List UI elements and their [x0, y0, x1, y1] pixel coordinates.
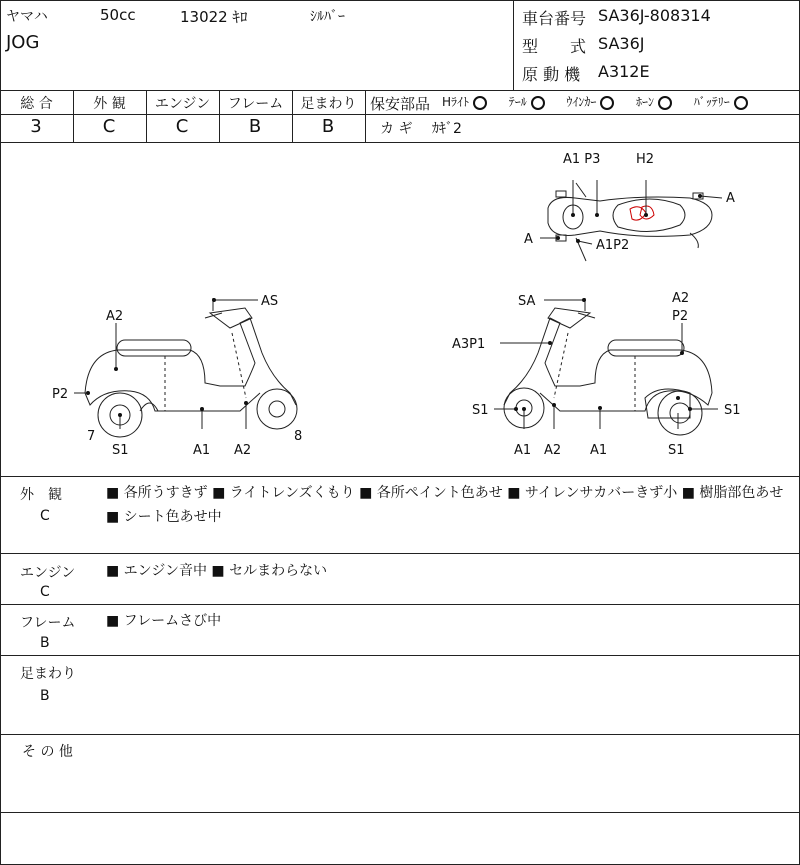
- part-winker: ｳｲﾝｶｰ: [566, 95, 614, 109]
- label-right-a3p1: A3P1: [452, 337, 486, 352]
- grade-header-total: 総 合: [20, 96, 53, 112]
- header-divider: [513, 0, 514, 90]
- grade-header-exterior: 外 観: [93, 96, 126, 112]
- maker: ヤマハ: [6, 9, 48, 25]
- scooter-diagram: [0, 143, 800, 476]
- label-left-p2: P2: [52, 387, 69, 402]
- type-value: SA36J: [598, 34, 645, 53]
- damage-mark-h2: [630, 206, 654, 220]
- label-top-a-right: A: [726, 191, 735, 206]
- label-left-a2-top: A2: [106, 309, 124, 324]
- label-left-as: AS: [261, 294, 279, 309]
- part-horn: ﾎｰﾝ: [636, 95, 672, 109]
- label-right-sa: SA: [518, 294, 536, 309]
- displacement: 50cc: [100, 6, 136, 24]
- header-bottom-line: [0, 90, 800, 91]
- parts-mid-line: [365, 114, 800, 115]
- note-engine-grade: C: [40, 584, 50, 600]
- leader-lines: [74, 180, 722, 429]
- key-label: カ ギ: [380, 121, 413, 137]
- ok-circle-icon: [531, 96, 545, 110]
- part-headlight: Hﾗｲﾄ: [442, 95, 487, 109]
- grade-header-engine: エンジン: [154, 96, 211, 112]
- note-frame-text: ■ フレームさび中: [106, 613, 222, 629]
- label-left-s1: S1: [112, 443, 129, 458]
- label-top-a1p2: A1P2: [596, 238, 630, 253]
- note-frame-label: フレーム: [20, 615, 76, 631]
- engine-label: 原 動 機: [522, 65, 581, 84]
- label-right-a2-top: A2: [672, 291, 690, 306]
- type-label: 型 式: [522, 37, 587, 56]
- grade-engine: C: [175, 116, 189, 137]
- ok-circle-icon: [658, 96, 672, 110]
- label-top-a-left: A: [524, 232, 533, 247]
- label-top-h2: H2: [636, 152, 655, 167]
- note-exterior-text: ■ 各所うすきず ■ ライトレンズくもり ■ 各所ペイント色あせ ■ サイレンサカバーきず小 ■ 樹脂部色あせ ■ シート色あせ中: [106, 485, 784, 525]
- note-other-label: そ の 他: [22, 744, 73, 760]
- note-suspension-label: 足まわり: [20, 666, 76, 682]
- parts-label: 保安部品: [370, 95, 431, 113]
- label-left-8: 8: [294, 429, 303, 444]
- ok-circle-icon: [734, 96, 748, 110]
- frame-no-label: 車台番号: [522, 9, 587, 28]
- label-right-a1: A1: [590, 443, 608, 458]
- grade-frame: B: [248, 116, 262, 137]
- grade-mid-line: [0, 114, 365, 115]
- note-engine-text: ■ エンジン音中 ■ セルまわらない: [106, 563, 328, 579]
- mileage: 13022 ｷﾛ: [180, 8, 248, 26]
- grade-header-suspension: 足まわり: [300, 96, 357, 112]
- grade-suspension: B: [321, 116, 335, 137]
- model-name: JOG: [6, 32, 40, 53]
- note-engine-label: エンジン: [20, 565, 76, 581]
- grade-header-frame: フレーム: [227, 96, 284, 112]
- note-exterior-label: 外 観: [20, 487, 62, 503]
- label-right-a1-front: A1: [514, 443, 532, 458]
- key-value: ｶｷﾞ2: [432, 121, 462, 137]
- grade-total: 3: [30, 116, 42, 137]
- ok-circle-icon: [600, 96, 614, 110]
- note-suspension-grade: B: [40, 688, 50, 704]
- diagram-bottom-line: [0, 476, 800, 477]
- label-top-a1p3: A1 P3: [563, 152, 601, 167]
- label-right-p2: P2: [672, 309, 689, 324]
- label-right-s1-left: S1: [472, 403, 489, 418]
- label-right-a2: A2: [544, 443, 562, 458]
- grade-exterior: C: [102, 116, 116, 137]
- label-right-s1-right: S1: [724, 403, 741, 418]
- label-right-s1-bottom: S1: [668, 443, 685, 458]
- note-exterior-grade: C: [40, 508, 50, 524]
- label-left-a2: A2: [234, 443, 252, 458]
- color: ｼﾙﾊﾞｰ: [310, 9, 345, 25]
- part-battery: ﾊﾞｯﾃﾘｰ: [694, 95, 748, 109]
- frame-no: SA36J-808314: [598, 6, 711, 25]
- label-left-a1: A1: [193, 443, 211, 458]
- label-left-7: 7: [87, 429, 96, 444]
- note-frame-grade: B: [40, 635, 50, 651]
- parts-list: [442, 93, 748, 110]
- ok-circle-icon: [473, 96, 487, 110]
- part-taillight: ﾃｰﾙ: [509, 95, 545, 109]
- engine-value: A312E: [598, 62, 650, 81]
